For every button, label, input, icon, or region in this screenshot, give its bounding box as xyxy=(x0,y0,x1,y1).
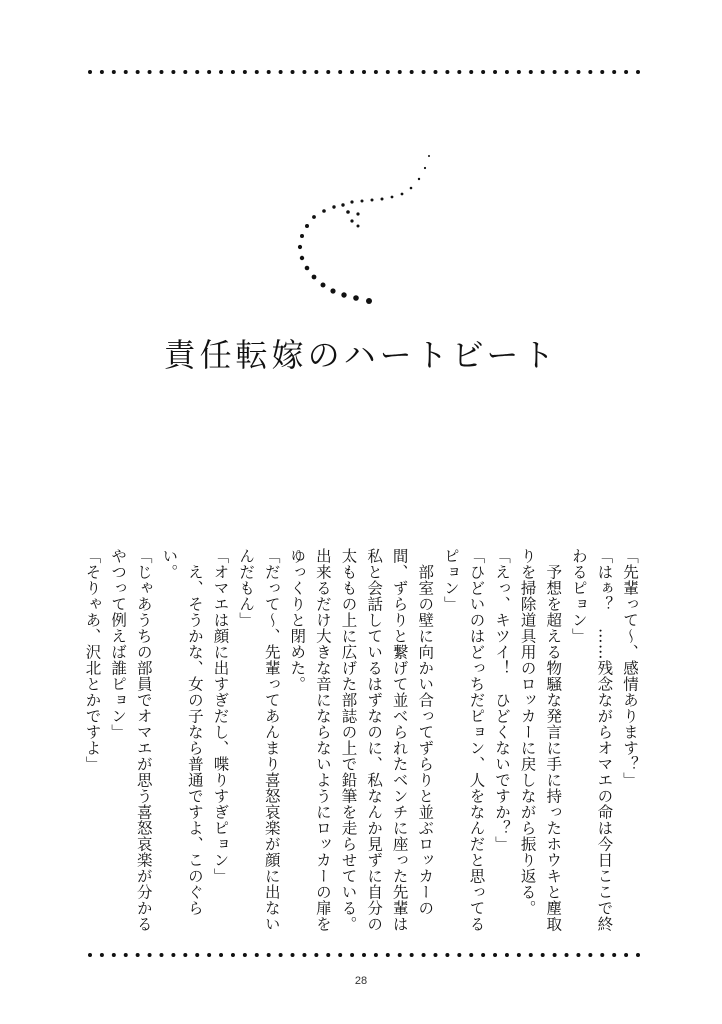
rule-dot xyxy=(469,70,473,74)
rule-dot xyxy=(148,70,152,74)
rule-dot xyxy=(410,953,414,957)
paragraph: え、そうかな、女の子なら普通ですよ、このぐらい。 xyxy=(160,548,204,916)
rule-dot xyxy=(279,70,283,74)
rule-dot xyxy=(374,70,378,74)
rule-dot xyxy=(100,70,104,74)
paragraph: 「そりゃあ、沢北とかですよ」 xyxy=(83,548,102,772)
rule-dot xyxy=(112,70,116,74)
rule-dot xyxy=(136,953,140,957)
rule-dot xyxy=(505,953,509,957)
paragraph: 「ひどいのはどっちだピョン、人をなんだと思ってるピョン」 xyxy=(441,548,486,932)
rule-dot xyxy=(493,953,497,957)
rule-dot xyxy=(88,953,92,957)
page-number: 28 xyxy=(354,975,368,987)
rule-dot xyxy=(386,70,390,74)
rule-dot xyxy=(183,953,187,957)
rule-dot xyxy=(433,953,437,957)
rule-dot xyxy=(231,70,235,74)
rule-dot xyxy=(422,953,426,957)
rule-dot xyxy=(398,70,402,74)
rule-dot xyxy=(576,953,580,957)
rule-dot xyxy=(195,953,199,957)
rule-dot xyxy=(326,953,330,957)
rule-dot xyxy=(243,70,247,74)
rule-dot xyxy=(171,70,175,74)
rule-dot xyxy=(493,70,497,74)
rule-dot xyxy=(469,953,473,957)
swirl-ornament xyxy=(286,150,446,315)
rule-dot xyxy=(267,953,271,957)
rule-dot xyxy=(219,953,223,957)
rule-dot xyxy=(302,953,306,957)
rule-dot xyxy=(612,953,616,957)
rule-dot xyxy=(314,70,318,74)
paragraph: 「えっ、キツイ！ ひどくないですか？」 xyxy=(493,548,512,852)
rule-dot xyxy=(279,953,283,957)
rule-dot xyxy=(100,953,104,957)
rule-dot xyxy=(362,70,366,74)
rule-dot xyxy=(529,70,533,74)
rule-dot xyxy=(422,70,426,74)
rule-dot xyxy=(553,953,557,957)
rule-dot xyxy=(410,70,414,74)
paragraph: 「オマエは顔に出すぎだし、喋りすぎピョン」 xyxy=(211,548,230,884)
vertical-body-text xyxy=(83,548,642,943)
rule-dot xyxy=(576,70,580,74)
rule-dot xyxy=(636,953,640,957)
rule-dot xyxy=(505,70,509,74)
rule-dot xyxy=(255,953,259,957)
rule-dot xyxy=(624,70,628,74)
rule-dot xyxy=(243,953,247,957)
rule-dot xyxy=(183,70,187,74)
rule-dot xyxy=(457,70,461,74)
paragraph: 部室の壁に向かい合ってずらりと並ぶロッカーの間、ずらりと繋げて並べられたベンチに座った先輩は私と会話しているはずなのに、私なんか見ずに自分の太ももの上に広げた部誌の上で鉛筆を走らせている。出来るだけ大きな音にならないようにロッカーの扉をゆっくりと閉めた。 xyxy=(288,548,435,932)
story-title: 責任転嫁のハートビート xyxy=(163,336,559,374)
paragraph: 予想を超える物騒な発言に手に持ったホウキと塵取りを掃除道具用のロッカーに戻しながら振り返る。 xyxy=(518,548,563,932)
rule-dot xyxy=(124,70,128,74)
top-dotted-rule xyxy=(88,68,640,76)
rule-dot xyxy=(148,953,152,957)
rule-dot xyxy=(541,953,545,957)
rule-dot xyxy=(600,70,604,74)
paragraph: 「じゃあうちの部員でオマエが思う喜怒哀楽が分かるやつって例えば誰ピョン」 xyxy=(109,548,153,932)
rule-dot xyxy=(159,70,163,74)
rule-dot xyxy=(207,70,211,74)
rule-dot xyxy=(588,953,592,957)
paragraph: 「先輩って〜、感情あります？」 xyxy=(621,548,639,788)
rule-dot xyxy=(350,953,354,957)
bottom-dotted-rule xyxy=(88,951,640,959)
rule-dot xyxy=(445,70,449,74)
rule-dot xyxy=(255,70,259,74)
rule-dot xyxy=(481,953,485,957)
rule-dot xyxy=(314,953,318,957)
rule-dot xyxy=(231,953,235,957)
rule-dot xyxy=(112,953,116,957)
rule-dot xyxy=(481,70,485,74)
rule-dot xyxy=(291,953,295,957)
rule-dot xyxy=(612,70,616,74)
rule-dot xyxy=(565,953,569,957)
rule-dot xyxy=(350,70,354,74)
rule-dot xyxy=(433,70,437,74)
rule-dot xyxy=(445,953,449,957)
rule-dot xyxy=(636,70,640,74)
rule-dot xyxy=(326,70,330,74)
rule-dot xyxy=(219,70,223,74)
rule-dot xyxy=(195,70,199,74)
rule-dot xyxy=(338,70,342,74)
rule-dot xyxy=(207,953,211,957)
rule-dot xyxy=(517,70,521,74)
rule-dot xyxy=(553,70,557,74)
rule-dot xyxy=(541,70,545,74)
rule-dot xyxy=(88,70,92,74)
rule-dot xyxy=(302,70,306,74)
rule-dot xyxy=(374,953,378,957)
rule-dot xyxy=(136,70,140,74)
rule-dot xyxy=(624,953,628,957)
rule-dot xyxy=(338,953,342,957)
rule-dot xyxy=(362,953,366,957)
rule-dot xyxy=(291,70,295,74)
rule-dot xyxy=(565,70,569,74)
rule-dot xyxy=(386,953,390,957)
rule-dot xyxy=(398,953,402,957)
rule-dot xyxy=(159,953,163,957)
rule-dot xyxy=(517,953,521,957)
paragraph: 「だって〜、先輩ってあんまり喜怒哀楽が顔に出ないんだもん」 xyxy=(237,548,281,932)
rule-dot xyxy=(267,70,271,74)
rule-dot xyxy=(457,953,461,957)
rule-dot xyxy=(171,953,175,957)
rule-dot xyxy=(600,953,604,957)
paragraph: 「はぁ？ ……残念ながらオマエの命は今日ここで終わるピョン」 xyxy=(569,548,614,932)
rule-dot xyxy=(124,953,128,957)
rule-dot xyxy=(588,70,592,74)
rule-dot xyxy=(529,953,533,957)
